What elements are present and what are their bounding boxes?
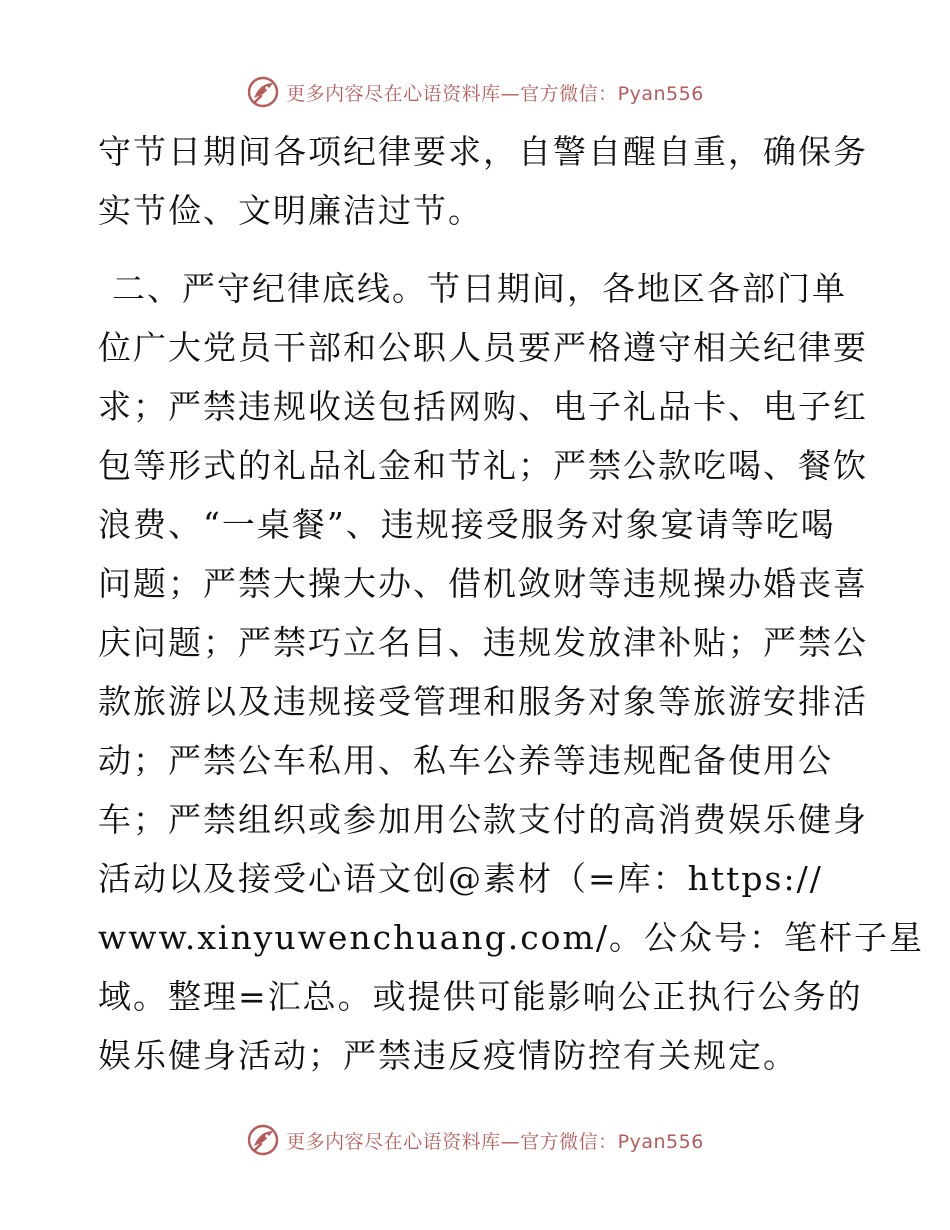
footer-banner-text: 更多内容尽在心语资料库—官方微信：Pyan556	[286, 1130, 704, 1153]
paragraph-2	[98, 259, 924, 1085]
text-line: 款旅游以及违规接受管理和服务对象等旅游安排活	[98, 682, 868, 721]
pen-nib-logo-icon	[246, 75, 280, 109]
text-line: 求；严禁违规收送包括网购、电子礼品卡、电子红	[98, 387, 868, 426]
paragraph-gap	[98, 240, 858, 259]
pen-nib-logo-icon	[246, 1123, 280, 1157]
text-line: 浪费、“一桌餐”、违规接受服务对象宴请等吃喝	[98, 505, 836, 544]
text-line: 活动以及接受心语文创@素材（=库：https://	[98, 859, 823, 898]
text-line: 车；严禁组织或参加用公款支付的高消费娱乐健身	[98, 800, 868, 839]
header-banner	[0, 72, 950, 112]
text-line: 域。整理=汇总。或提供可能影响公正执行公务的	[98, 977, 863, 1016]
text-line: 庆问题；严禁巧立名目、违规发放津补贴；严禁公	[98, 623, 868, 662]
document-body	[98, 122, 924, 1085]
text-line: 实节俭、文明廉洁过节。	[98, 191, 483, 230]
text-line: 娱乐健身活动；严禁违反疫情防控有关规定。	[98, 1036, 798, 1075]
text-line: 包等形式的礼品礼金和节礼；严禁公款吃喝、餐饮	[98, 446, 868, 485]
text-line: 守节日期间各项纪律要求，自警自醒自重，确保务	[98, 132, 868, 171]
text-line: 问题；严禁大操大办、借机敛财等违规操办婚丧喜	[98, 564, 868, 603]
text-line-url: www.xinyuwenchuang.com/。公众号：笔杆子星	[98, 918, 924, 957]
section-heading-line: 二、严守纪律底线。节日期间，各地区各部门单	[112, 269, 847, 308]
header-banner-text: 更多内容尽在心语资料库—官方微信：Pyan556	[286, 82, 704, 105]
text-line: 位广大党员干部和公职人员要严格遵守相关纪律要	[98, 328, 868, 367]
footer-banner	[0, 1120, 950, 1160]
text-line: 动；严禁公车私用、私车公养等违规配备使用公	[98, 741, 833, 780]
paragraph-1	[98, 122, 868, 240]
